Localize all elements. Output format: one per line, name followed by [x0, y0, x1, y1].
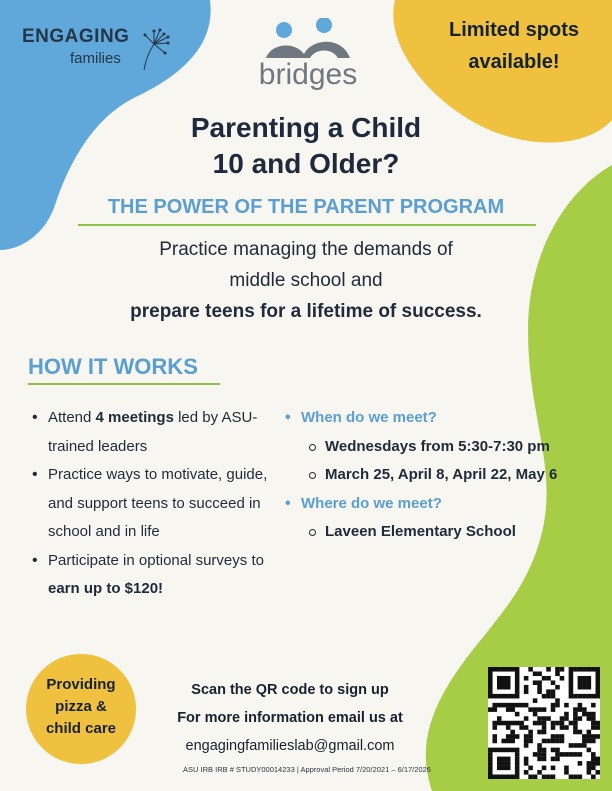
- how-it-works-heading: HOW IT WORKS: [28, 354, 198, 379]
- item-text: Participate in optional surveys to: [48, 551, 264, 569]
- perks-text: [26, 674, 136, 740]
- engaging-families-logo: [22, 26, 172, 76]
- intro-line-3: [0, 296, 612, 327]
- item-text: led by ASU-trained leaders: [48, 409, 258, 455]
- more-info-text: For more information email us at: [177, 710, 403, 726]
- contact-info: [140, 676, 440, 760]
- irb-footer: ASU IRB IRB # STUDY00014233 | Approval Period 7/20/2021 – 6/17/2026: [183, 765, 431, 774]
- schedule-list: [283, 404, 563, 547]
- bridges-wordmark: bridges: [258, 58, 358, 91]
- list-item: [30, 461, 280, 547]
- contact-email[interactable]: engagingfamilieslab@gmail.com: [185, 738, 395, 754]
- intro-line-1: Practice managing the demands of: [159, 239, 453, 260]
- item-bold: earn up to $120!: [48, 580, 164, 597]
- qr-code[interactable]: [488, 667, 600, 779]
- where-answer: Laveen Elementary School: [283, 518, 563, 547]
- intro-text: [0, 234, 612, 327]
- dandelion-icon: [132, 28, 172, 72]
- program-details-list: [30, 404, 280, 604]
- item-text: Attend: [48, 409, 96, 426]
- item-bold: 4 meetings: [95, 409, 174, 426]
- perks-line-2: pizza &: [55, 698, 107, 715]
- bridges-logo: [258, 18, 358, 98]
- logo-families-text: families: [70, 50, 121, 67]
- scan-instruction: Scan the QR code to sign up: [191, 682, 389, 698]
- how-it-works-underline: [28, 383, 220, 385]
- logo-engaging-text: ENGAGING: [22, 26, 130, 47]
- title-line-2: 10 and Older?: [212, 148, 400, 179]
- when-question: • When do we meet?: [283, 404, 563, 433]
- perks-line-3: child care: [45, 720, 117, 737]
- program-subtitle: THE POWER OF THE PARENT PROGRAM: [107, 196, 505, 218]
- when-answer: March 25, April 8, April 22, May 6: [283, 461, 563, 490]
- item-text: Practice ways to motivate, guide, and support teens to succeed in school and in life: [48, 466, 268, 540]
- list-item: [30, 547, 280, 604]
- list-item: [30, 404, 280, 461]
- intro-bold-line: prepare teens for a lifetime of success.: [130, 301, 482, 322]
- limited-spots-badge: [430, 14, 598, 78]
- intro-line-2: middle school and: [229, 270, 383, 291]
- bridges-people-icon: [258, 18, 358, 60]
- when-answer: Wednesdays from 5:30-7:30 pm: [283, 433, 563, 462]
- page-title: [0, 110, 612, 182]
- perks-line-1: Providing: [46, 676, 116, 693]
- badge-line-1: Limited spots: [448, 19, 579, 41]
- badge-line-2: available!: [468, 51, 560, 73]
- title-line-1: Parenting a Child: [190, 112, 422, 143]
- subtitle-underline: [78, 224, 536, 226]
- where-question: • Where do we meet?: [283, 490, 563, 519]
